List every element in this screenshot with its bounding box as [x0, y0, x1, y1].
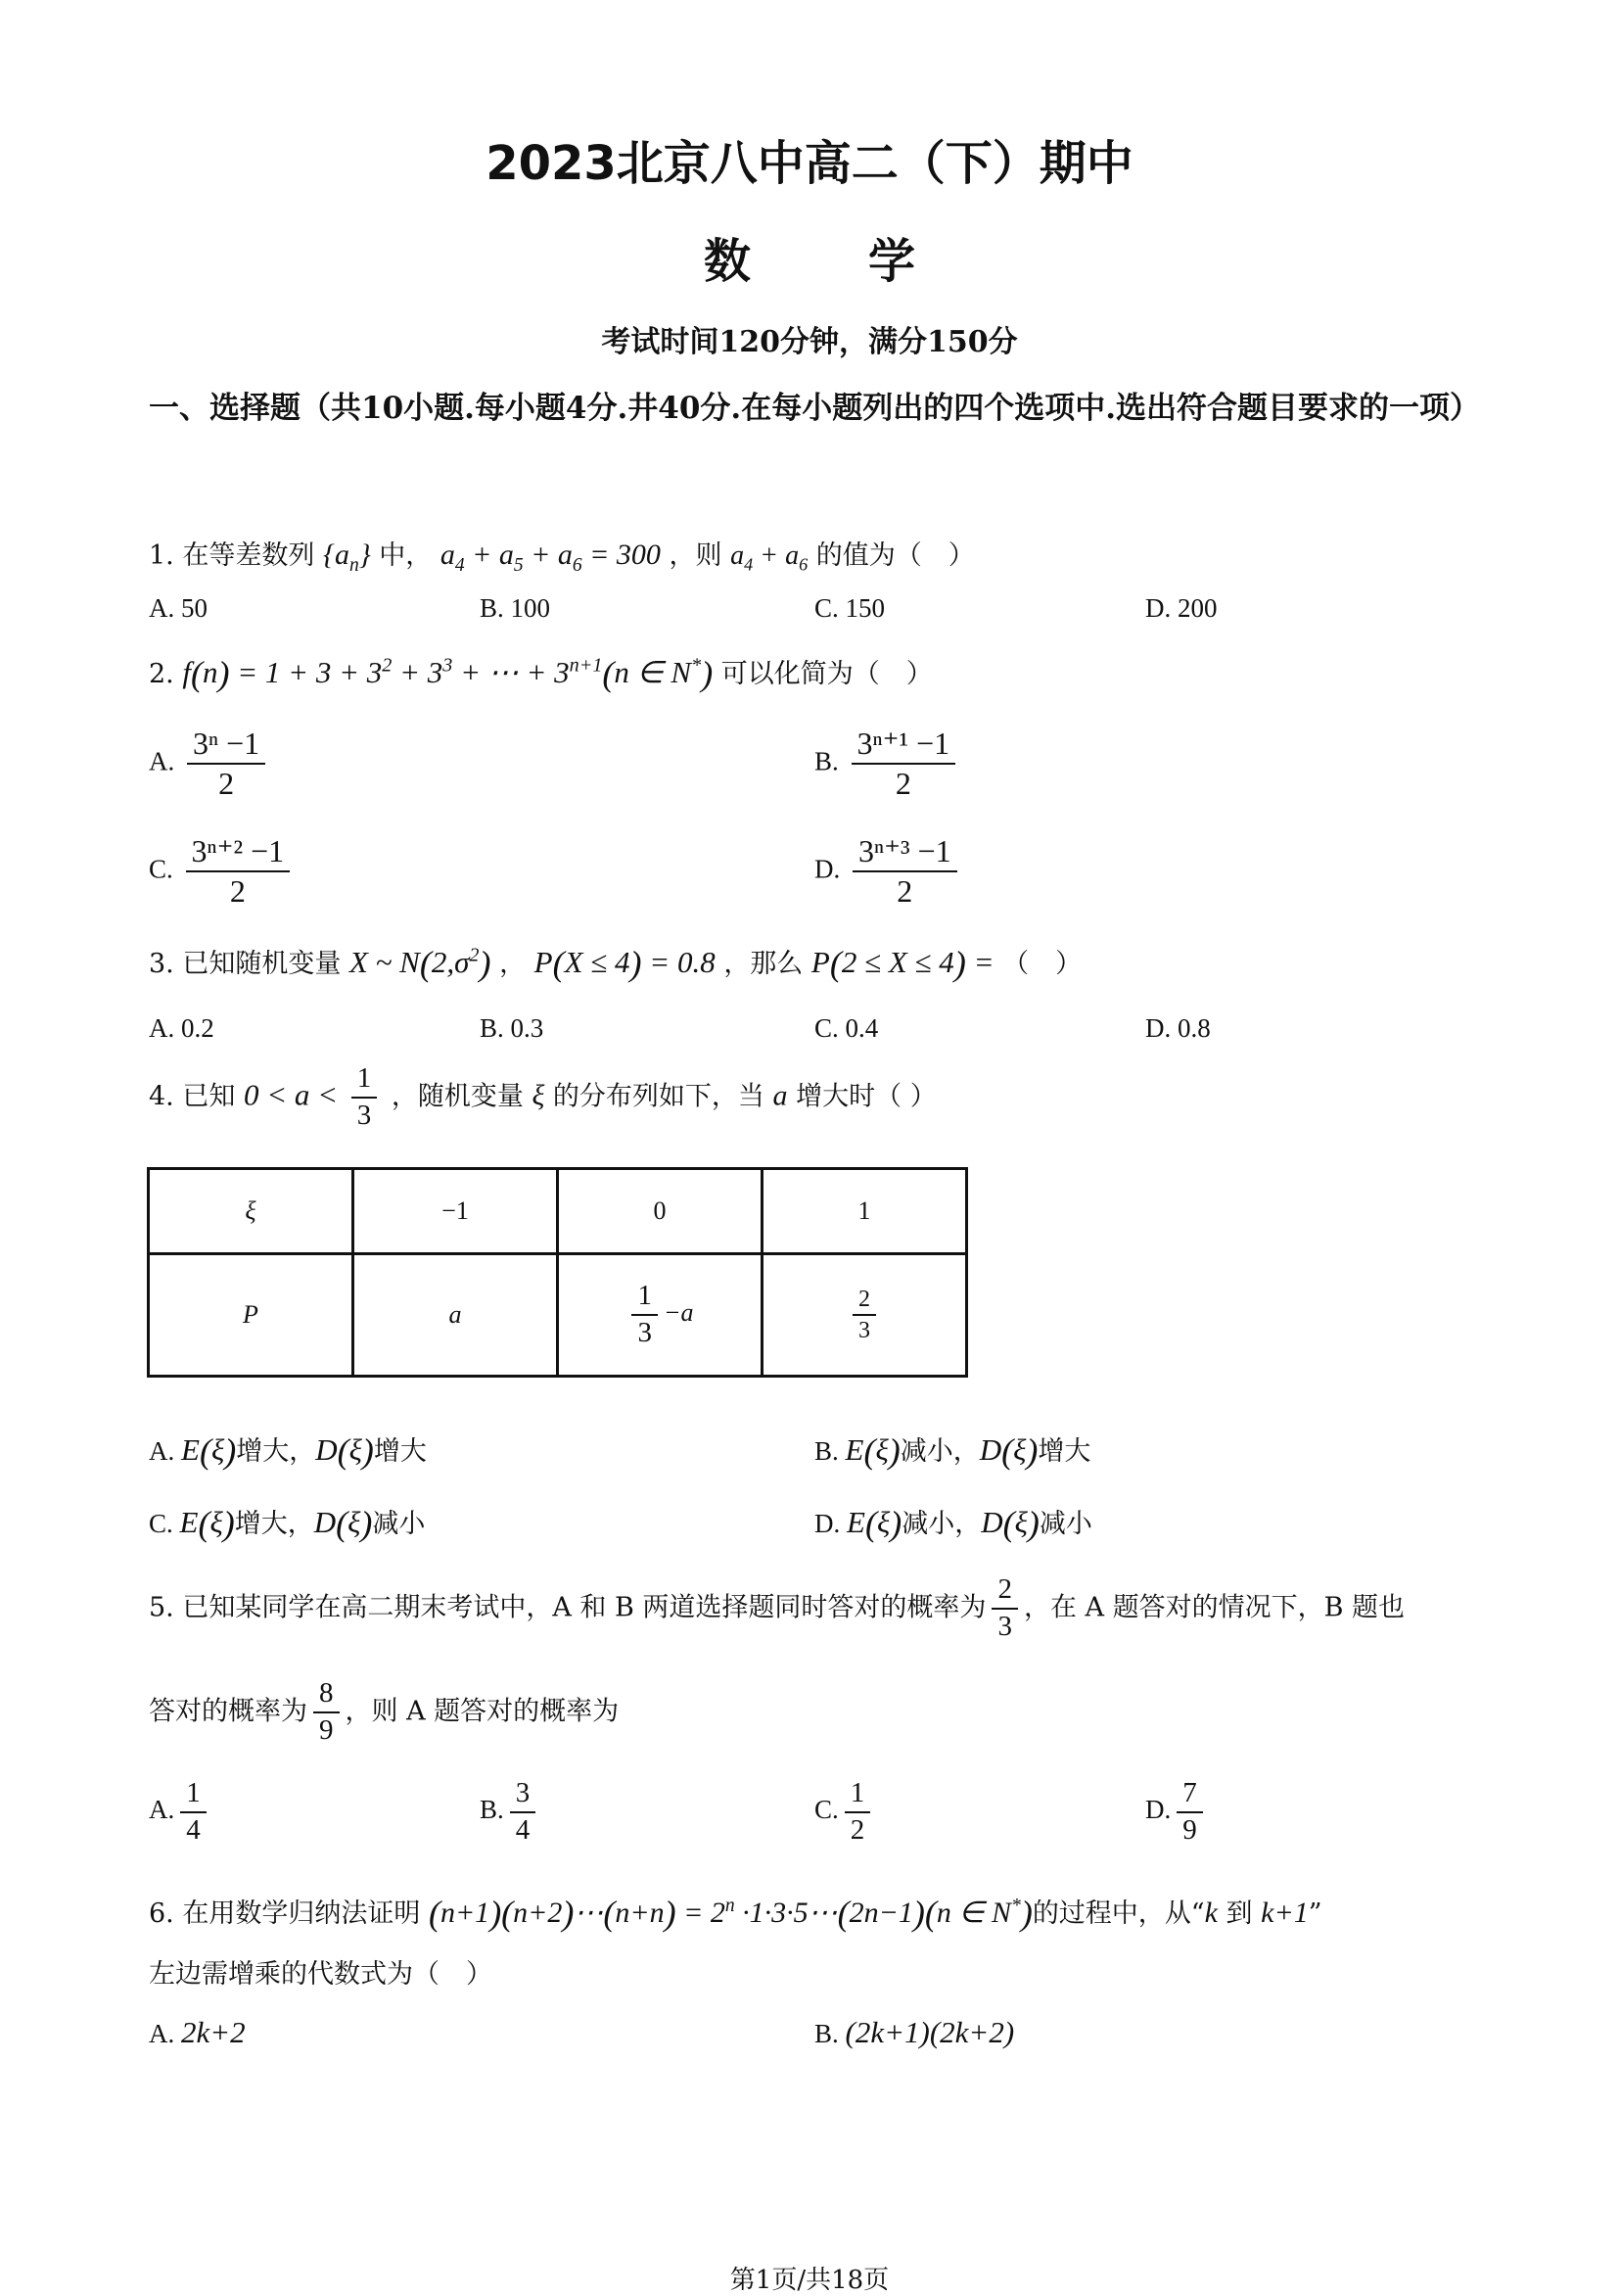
- q1-prefix: 1. 在等差数列: [149, 540, 315, 571]
- q4-table-prob-last: $\frac{2}{3}$: [763, 1254, 967, 1377]
- question-6-line-2: 左边需增乘的代数式为（ ）: [149, 1959, 492, 1990]
- q1-option-b[interactable]: B. 100: [480, 593, 551, 623]
- q2-option-a-numerator: 3ⁿ −1: [187, 726, 265, 765]
- q6-induction-expr: (n+1)(n+2)⋯(n+n) = $2^n$ ·1·3·5⋯(2n−1)(n ∈ N*): [428, 1894, 1033, 1933]
- q4-table-header-xi: ξ: [149, 1169, 353, 1254]
- q4-table-header-p: P: [149, 1254, 353, 1377]
- q4-table-row-values: [149, 1169, 967, 1254]
- q2-option-d-denominator: 2: [897, 873, 913, 910]
- q2-expression: $f(n) = 1 + 3 + 3^2 + 3^3$ + ⋯ + $3^{n+1}(n$ ∈ N*): [182, 654, 714, 693]
- q1-option-a[interactable]: A. 50: [149, 593, 208, 623]
- q1-option-d[interactable]: D. 200: [1145, 593, 1218, 623]
- q1-mid2: ，则: [669, 540, 722, 571]
- q3-given-prob-expr: P(X ≤ 4) = 0.8: [533, 944, 716, 983]
- q2-option-b[interactable]: [814, 726, 961, 801]
- q4-mid1: ，随机变量: [391, 1081, 524, 1112]
- q3-mid2: ，那么: [723, 949, 804, 979]
- q4-mid2: 的分布列如下，当: [552, 1081, 764, 1112]
- q4-table-prob-a: a: [353, 1254, 558, 1377]
- q6-mid: 的过程中，从“: [1032, 1898, 1205, 1929]
- q2-option-b-denominator: 2: [895, 766, 911, 802]
- q3-distribution-expr: X ~ $N(2,\sigma^2)$: [348, 944, 491, 983]
- question-1: [149, 534, 975, 577]
- question-6-line-1: 6. 在用数学归纳法证明 (n+1)(n+2)⋯(n+n) = $2^n$ ·1·3·5⋯(2n−1)(n ∈ N*)的过程中，从“k 到 k+1”: [149, 1894, 1322, 1933]
- q5-option-b[interactable]: B. $\frac{3}{4}$: [480, 1778, 541, 1847]
- q1-sequence-expr: $\{a_n\}$: [322, 539, 371, 576]
- section-heading: 一、选择题（共10小题.每小题4分.井40分.在每小题列出的四个选项中.选出符合题目要求的一项）: [149, 391, 1481, 426]
- subject-char-2: 学: [868, 234, 916, 289]
- q4-option-b[interactable]: B. E(ξ)减小，D(ξ)增大: [814, 1431, 1091, 1471]
- q2-prefix: 2.: [149, 659, 174, 689]
- exam-title: 2023北京八中高二（下）期中: [486, 136, 1133, 191]
- q1-target-expr: $a_4 + a_6$: [730, 540, 809, 575]
- q4-option-a[interactable]: A. E(ξ)增大，D(ξ)增大: [149, 1431, 427, 1471]
- q2-option-b-numerator: 3ⁿ⁺¹ −1: [852, 726, 956, 765]
- q2-option-a[interactable]: [149, 726, 271, 801]
- q6-prefix: 6. 在用数学归纳法证明: [149, 1898, 421, 1929]
- q2-option-a-denominator: 2: [218, 766, 235, 802]
- q1-suffix: 的值为（ ）: [815, 540, 975, 571]
- q5-line1-text-a: 5. 已知某同学在高二期末考试中，A 和 B 两道选择题同时答对的概率为: [149, 1592, 987, 1623]
- q2-option-d-numerator: 3ⁿ⁺³ −1: [853, 834, 957, 872]
- q4-a-symbol: a: [772, 1079, 788, 1112]
- q2-option-c-denominator: 2: [229, 873, 246, 910]
- q3-option-a[interactable]: A. 0.2: [149, 1013, 214, 1043]
- q5-option-d[interactable]: D. $\frac{7}{9}$: [1145, 1778, 1209, 1847]
- q2-option-b-label: B.: [814, 746, 839, 776]
- q3-prefix: 3. 已知随机变量: [149, 949, 342, 979]
- q6-option-a[interactable]: A. 2k+2: [149, 2015, 246, 2049]
- q4-distribution-table: [147, 1167, 968, 1378]
- q3-target-prob-expr: P(2 ≤ X ≤ 4) =: [810, 944, 995, 983]
- q6-option-b[interactable]: B. (2k+1)(2k+2): [814, 2015, 1015, 2049]
- q1-option-c[interactable]: C. 150: [814, 593, 886, 623]
- q2-option-d[interactable]: [814, 834, 963, 909]
- q4-table-prob-mid: $\frac{1}{3}$ −a: [558, 1254, 763, 1377]
- question-4: 4. 已知 0 < a < $\frac{1}{3}$ ，随机变量 ξ 的分布列如下，当 a 增大时（ ）: [149, 1062, 937, 1131]
- q4-table-row-probs: [149, 1254, 967, 1377]
- q3-option-c[interactable]: C. 0.4: [814, 1013, 879, 1043]
- q6-option-a-value: 2k+2: [181, 2015, 246, 2049]
- q5-option-c[interactable]: C. $\frac{1}{2}$: [814, 1778, 876, 1847]
- subject-heading: [0, 223, 1619, 291]
- q3-option-d[interactable]: D. 0.8: [1145, 1013, 1211, 1043]
- q4-table-cell-0: 0: [558, 1169, 763, 1254]
- question-5-line-1: 5. 已知某同学在高二期末考试中，A 和 B 两道选择题同时答对的概率为 $\frac{2}{3}$ ，在 A 题答对的情况下，B 题也: [149, 1573, 1406, 1642]
- exam-time-info: 考试时间120分钟，满分150分: [601, 325, 1018, 359]
- question-5-line-2: 答对的概率为 $\frac{8}{9}$ ，则 A 题答对的概率为: [149, 1677, 620, 1746]
- q3-mid1: ，: [499, 949, 527, 979]
- q2-option-c[interactable]: [149, 834, 296, 909]
- question-3: [149, 942, 1082, 984]
- q5-line2-text-a: 答对的概率为: [149, 1696, 307, 1727]
- page-footer: 第1页/共18页: [729, 2266, 890, 2295]
- q4-prefix: 4. 已知: [149, 1081, 236, 1112]
- q4-xi-symbol: ξ: [532, 1079, 545, 1112]
- q4-range-expr: 0 < a <: [243, 1077, 346, 1112]
- q4-option-d[interactable]: D. E(ξ)减小，D(ξ)减小: [814, 1504, 1092, 1543]
- q4-table-cell-1: 1: [763, 1169, 967, 1254]
- q4-option-c[interactable]: C. E(ξ)增大，D(ξ)减小: [149, 1504, 426, 1543]
- q5-option-a[interactable]: A. $\frac{1}{4}$: [149, 1778, 212, 1847]
- q1-sum-expr: $a_4 + a_5 + a_6 = 300$: [439, 539, 661, 576]
- q5-line1-text-b: ，在 A 题答对的情况下，B 题也: [1023, 1592, 1406, 1623]
- q1-mid1: 中，: [379, 540, 433, 571]
- q4-table-cell-neg1: −1: [353, 1169, 558, 1254]
- q2-option-c-label: C.: [149, 854, 173, 884]
- q2-option-a-label: A.: [149, 746, 175, 776]
- subject-char-1: 数: [703, 234, 751, 289]
- q2-suffix: 可以化简为（ ）: [720, 659, 933, 689]
- q4-suffix: 增大时（ ）: [796, 1081, 937, 1112]
- q5-line2-text-b: ，则 A 题答对的概率为: [345, 1696, 620, 1727]
- question-2: [149, 652, 933, 694]
- q6-option-b-value: (2k+1)(2k+2): [845, 2015, 1015, 2049]
- q2-option-c-numerator: 3ⁿ⁺² −1: [186, 834, 291, 872]
- q2-option-d-label: D.: [814, 854, 841, 884]
- q3-option-b[interactable]: B. 0.3: [480, 1013, 544, 1043]
- q3-suffix: （ ）: [1002, 949, 1083, 979]
